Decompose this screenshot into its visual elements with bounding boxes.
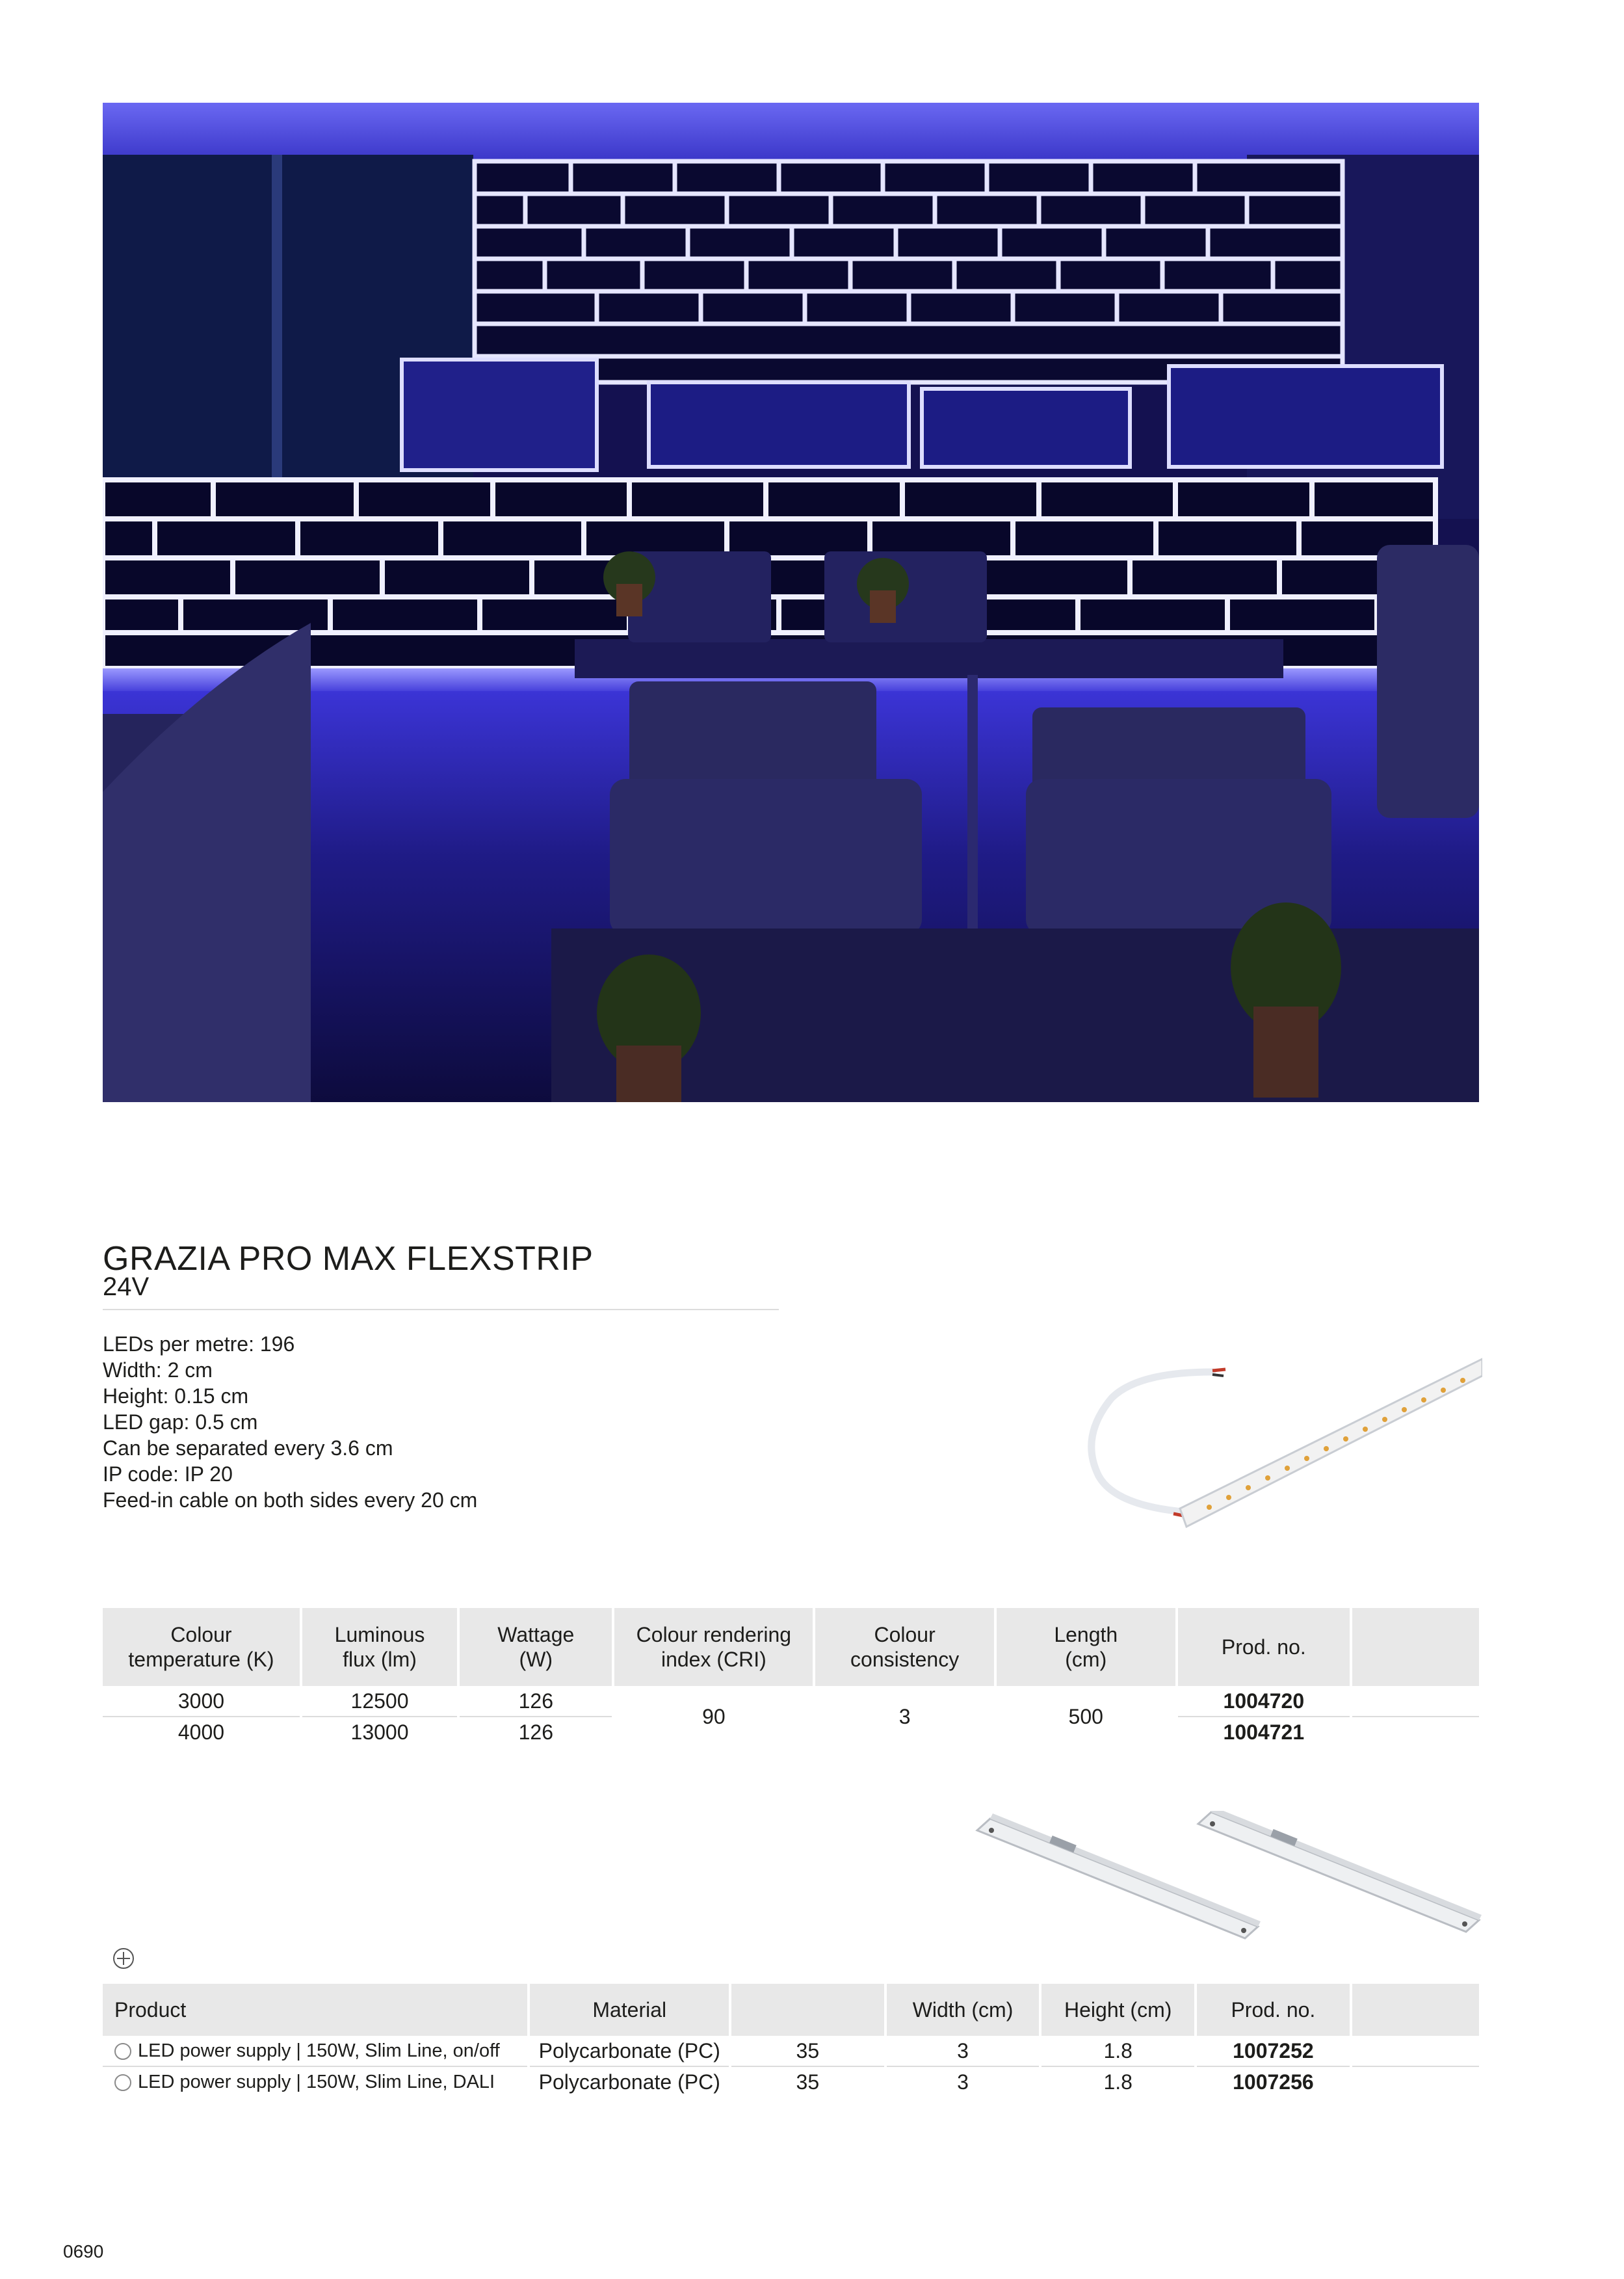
cell-wattage: 126: [518, 1720, 553, 1744]
accessory-table: [100, 1984, 1482, 2097]
table-header-row: [103, 1608, 1479, 1686]
radio-icon[interactable]: [114, 2074, 131, 2091]
header-extra: [1352, 1608, 1479, 1686]
header-wattage: Wattage (W): [460, 1608, 612, 1686]
header-cri: Colour rendering index (CRI): [614, 1608, 813, 1686]
cell-length: 35: [731, 2036, 884, 2067]
product-cell: [103, 2067, 527, 2097]
spec-item: IP code: IP 20: [103, 1462, 233, 1486]
plus-circle-icon[interactable]: [112, 1947, 135, 1969]
cell-wattage: 126: [460, 1686, 612, 1717]
cell-material: Polycarbonate (PC): [538, 2070, 720, 2094]
header-prod-no: Prod. no.: [1197, 1984, 1350, 2036]
cell-cri: 90: [702, 1705, 726, 1728]
cell-height: 1.8: [1103, 2070, 1133, 2094]
radio-icon[interactable]: [114, 2043, 131, 2060]
cell-height: 1.8: [1041, 2036, 1194, 2067]
header-prod-no: Prod. no.: [1178, 1608, 1350, 1686]
cell-prod-no[interactable]: 1004720: [1178, 1686, 1350, 1717]
product-name: LED power supply | 150W, Slim Line, on/off: [138, 2040, 500, 2061]
header-blank: [731, 1984, 884, 2036]
cell-prod-no[interactable]: 1007252: [1197, 2036, 1350, 2067]
spec-item: LED gap: 0.5 cm: [103, 1410, 258, 1434]
power-supply-image: [972, 1811, 1486, 1960]
product-title: GRAZIA PRO MAX FLEXSTRIP: [103, 1240, 594, 1278]
spec-table: [100, 1608, 1482, 1747]
cell-length: 500: [1068, 1705, 1103, 1728]
header-width: Width (cm): [887, 1984, 1040, 2036]
header-colour-consistency: Colour consistency: [815, 1608, 994, 1686]
title-divider: [103, 1309, 779, 1310]
cell-width: 3: [957, 2070, 969, 2094]
header-material: Material: [530, 1984, 729, 2036]
spec-item: Feed-in cable on both sides every 20 cm: [103, 1488, 478, 1512]
spec-item: Height: 0.15 cm: [103, 1384, 249, 1408]
cell-flux: 12500: [302, 1686, 457, 1717]
header-product: Product: [103, 1984, 527, 2036]
spec-list: [103, 1331, 477, 1513]
spec-item: Width: 2 cm: [103, 1358, 213, 1382]
header-height: Height (cm): [1041, 1984, 1194, 2036]
cell-flux: 13000: [350, 1720, 409, 1744]
product-cell: [103, 2036, 527, 2067]
cell-prod-no[interactable]: 1007256: [1233, 2070, 1314, 2094]
cell-length: 35: [796, 2070, 820, 2094]
product-name: LED power supply | 150W, Slim Line, DALI: [138, 2072, 495, 2092]
cell-width: 3: [887, 2036, 1040, 2067]
header-colour-temperature: Colour temperature (K): [103, 1608, 300, 1686]
led-strip-image: [1053, 1346, 1482, 1541]
cell-colour-temp: 4000: [177, 1720, 225, 1744]
spec-item: Can be separated every 3.6 cm: [103, 1436, 393, 1460]
header-length: Length (cm): [997, 1608, 1175, 1686]
cell-consistency: 3: [898, 1705, 911, 1728]
table-row: [103, 2036, 1479, 2067]
header-extra: [1352, 1984, 1479, 2036]
header-luminous-flux: Luminous flux (lm): [302, 1608, 457, 1686]
restaurant-photo-illustration: [103, 103, 1479, 1102]
page-number: 0690: [63, 2241, 104, 2261]
table-row: [103, 2067, 1479, 2097]
product-voltage: 24V: [103, 1272, 150, 1301]
cell-prod-no[interactable]: 1004721: [1223, 1720, 1305, 1744]
hero-photo: [103, 103, 1479, 1102]
cell-material: Polycarbonate (PC): [530, 2036, 729, 2067]
cell-colour-temp: 3000: [103, 1686, 300, 1717]
table-header-row: [103, 1984, 1479, 2036]
spec-item: LEDs per metre: 196: [103, 1332, 295, 1356]
table-row: [103, 1686, 1479, 1717]
